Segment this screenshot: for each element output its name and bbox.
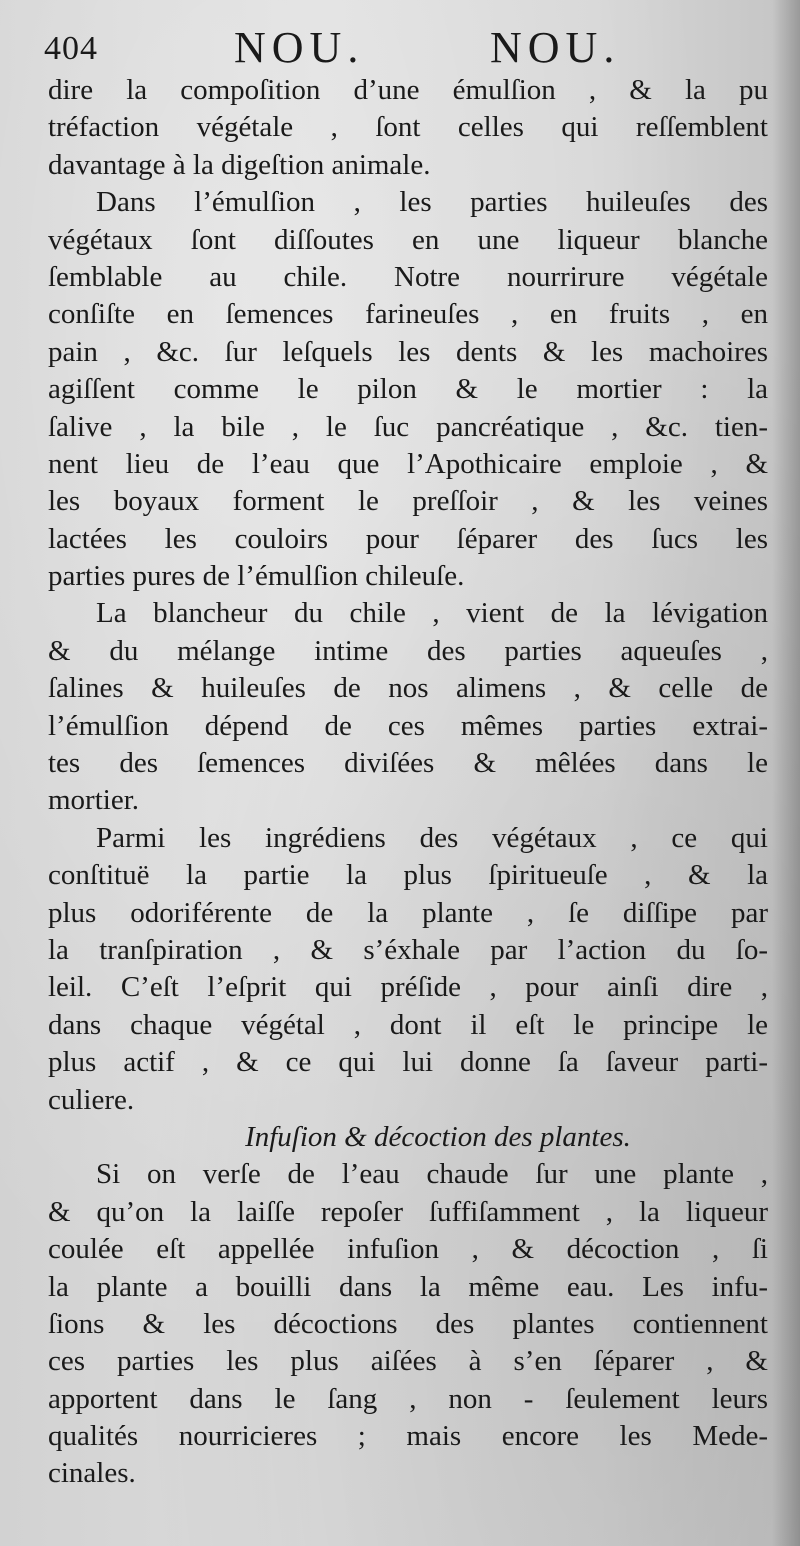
text-line: & qu’on la laiſſe repoſer ſuffiſamment , la liqueur — [48, 1195, 768, 1228]
page-edge-shadow — [772, 0, 800, 1546]
text-line: leil. C’eſt l’eſprit qui préſide , pour ainſi dire , — [48, 971, 768, 1004]
text-line: plus odoriférente de la plante , ſe diſſipe par — [48, 896, 768, 929]
text-line: nent lieu de l’eau que l’Apothicaire emploie , & — [48, 447, 768, 480]
text-line: mortier. — [48, 784, 140, 817]
text-line: dans chaque végétal , dont il eſt le principe le — [48, 1008, 768, 1041]
text-line: dire la compoſition d’une émulſion , & la pu — [48, 74, 768, 106]
text-line: lactées les couloirs pour ſéparer des ſucs les — [48, 522, 768, 555]
text-line: Dans l’émulſion , les parties huileuſes des — [96, 186, 768, 219]
running-head-left: NOU. — [234, 23, 365, 72]
text-line: agiſſent comme le pilon & le mortier : la — [48, 373, 768, 406]
text-line: qualités nourricieres ; mais encore les Mede- — [48, 1420, 768, 1453]
text-line: conſtituë la partie la plus ſpiritueuſe , & la — [48, 859, 768, 892]
text-line: La blancheur du chile , vient de la lévigation — [96, 597, 768, 630]
text-line: l’émulſion dépend de ces mêmes parties extrai- — [48, 709, 768, 742]
text-line: ces parties les plus aiſées à s’en ſéparer , & — [48, 1345, 768, 1378]
section-heading: Infuſion & décoction des plantes. — [245, 1120, 631, 1153]
text-line: la tranſpiration , & s’éxhale par l’action du ſo- — [48, 933, 768, 966]
text-line: coulée eſt appellée infuſion , & décoction , ſi — [48, 1233, 768, 1266]
text-line: pain , &c. ſur leſquels les dents & les machoires — [48, 335, 768, 368]
text-line: Si on verſe de l’eau chaude ſur une plante , — [96, 1158, 768, 1191]
text-line: la plante a bouilli dans la même eau. Les infu- — [48, 1270, 768, 1303]
text-line: végétaux ſont diſſoutes en une liqueur blanche — [48, 223, 768, 256]
page-header — [44, 22, 764, 78]
text-line: plus actif , & ce qui lui donne ſa ſaveur parti- — [48, 1046, 768, 1079]
text-line: conſiſte en ſemences farineuſes , en fruits , en — [48, 298, 768, 331]
running-head-right: NOU. — [490, 23, 621, 72]
text-line: ſalive , la bile , le ſuc pancréatique , &c. tien- — [48, 410, 768, 443]
text-line: apportent dans le ſang , non - ſeulement leurs — [48, 1382, 768, 1415]
body-text — [48, 72, 768, 1493]
text-line: culiere. — [48, 1083, 135, 1116]
text-line: parties pures de l’émulſion chileuſe. — [48, 560, 465, 593]
text-line: davantage à la digeſtion animale. — [48, 148, 431, 181]
text-line: ſalines & huileuſes de nos alimens , & celle de — [48, 672, 768, 705]
page-number: 404 — [44, 30, 98, 67]
text-line: & du mélange intime des parties aqueuſes , — [48, 634, 768, 667]
text-line: ſions & les décoctions des plantes contiennent — [48, 1307, 768, 1340]
text-line: cinales. — [48, 1457, 136, 1490]
text-line: les boyaux forment le preſſoir , & les veines — [48, 485, 768, 518]
text-line: Parmi les ingrédiens des végétaux , ce qui — [96, 821, 768, 854]
text-line: tréfaction végétale , ſont celles qui reſſemblent — [48, 111, 768, 144]
text-line: ſemblable au chile. Notre nourrirure végétale — [48, 260, 768, 293]
text-line: tes des ſemences diviſées & mêlées dans le — [48, 747, 768, 780]
